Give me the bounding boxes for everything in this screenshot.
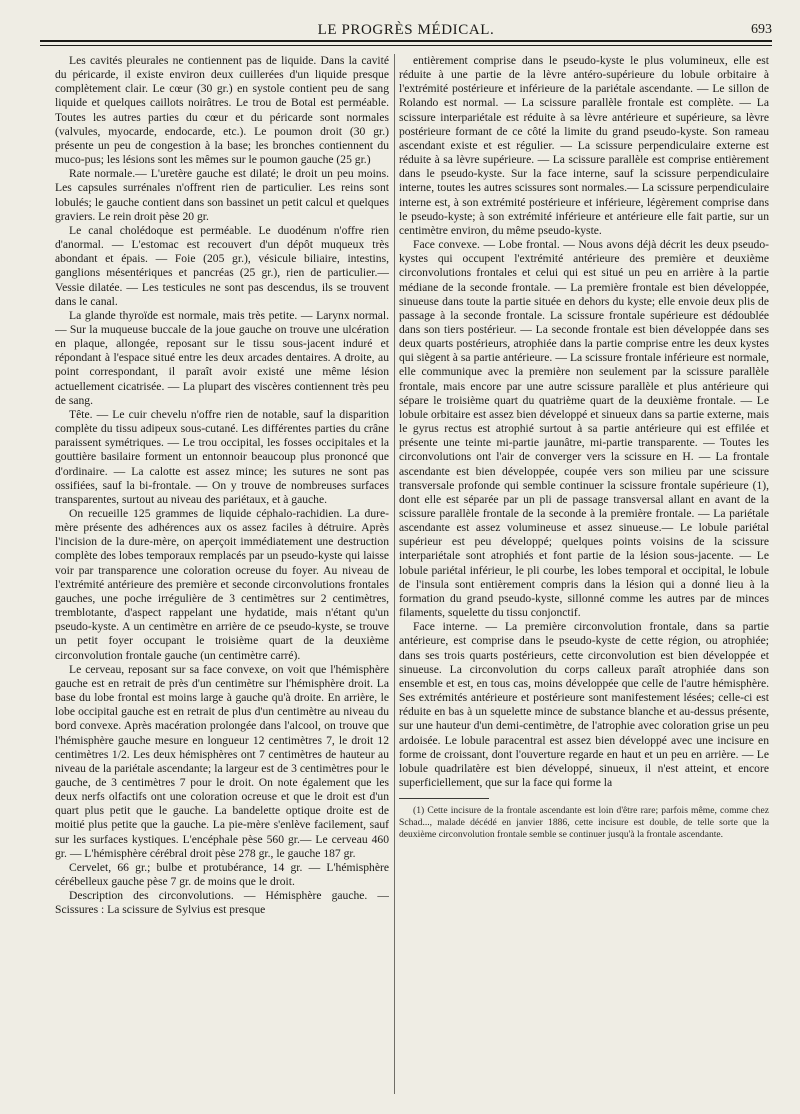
paragraph: Face interne. — La première circonvolution frontale, dans sa partie antérieure, est comprise dans le pseudo-kyste de cette région, ou atrophiée; dans ses trois quarts postérieurs, cette circonvolution est bien développée et sinueuse. La circonvolution du corps calleux paraît atrophiée dans son ensemble et est, en tous cas, moins développée que celle de l'autre hémisphère. Ses extrémités antérieure et postérieure sont manifestement lésées; celle-ci est réduite en bas à un squelette mince de substance blanche et au-dessus présente, sur une hauteur d'un demi-centimètre, de l'atrophie avec coloration grise un peu ardoisée. Le lobule paracentral est assez bien développé avec une incisure en forme de croissant, dont l'ouverture regarde en haut et un peu en arrière. — Le lobule quadrilatère est bien développé, sinueux, il n'est atteint, et encore superficiellement, que sur la face qui forme la (399, 620, 769, 789)
paragraph: Face convexe. — Lobe frontal. — Nous avons déjà décrit les deux pseudo-kystes qui occupent l'extrémité antérieure des première et deuxième circonvolutions frontales et celui qui est situé un peu en arrière à la partie médiane de la seconde frontale. — La première frontale est bien développée, sinueuse dans toute la partie située en dehors du kyste; elle envoie deux plis de passage à la seconde frontale. La scissure frontale supérieure est dédoublée dans son tiers postérieur. — La seconde frontale est bien développée dans ses deux quarts postérieurs, atrophiée dans la partie comprise entre les deux kystes qui siègent à sa partie antérieure. — La scissure frontale inférieure est normale, elle communique avec la première non seulement par la scissure parallèle frontale, mais encore par une autre scissure parallèle et plus antérieure qui sépare le troisième quart du quatrième quart de la deuxième frontale. — Le lobule orbitaire est assez bien développé et sinueux dans sa partie externe, mais le gyrus rectus est atrophié surtout à sa partie antérieure qui est effilée et présente une teinte mi-partie jaunâtre, mi-partie transparente. — Toutes les circonvolutions ont l'air de converger vers la scissure en H. — La frontale ascendante est bien développée, coupée vers son milieu par une scissure transversale profonde qui semble continuer la scissure frontale supérieure (1), dont elle est séparée par un pli de passage transversal allant en avant de la scissure parallèle frontale de la seconde à la première frontale. — La pariétale ascendante est assez volumineuse et assez sinueuse.— Le lobule pariétal supérieur est peu développé; quelques points voisins de la scissure interpariétale sont atrophiés et font partie de la lésion sous-jacente. — Le lobule pariétal inférieur, le pli courbe, les lobes temporal et occipital, le lobule de l'insula sont entièrement compris dans la lésion qui a donné lieu à la formation du grand pseudo-kyste, sillonné comme les autres par de minces filaments, squelette du tissu conjonctif. (399, 238, 769, 620)
paragraph: Le canal cholédoque est perméable. Le duodénum n'offre rien d'anormal. — L'estomac est recouvert d'un dépôt muqueux très abondant et épais. — Foie (205 gr.), vésicule biliaire, intestins, ganglions mésentériques et pancréas (25 gr.), rien de particulier.— Vessie dilatée. — Les testicules ne sont pas descendus, ils se trouvent dans le canal. (55, 223, 389, 308)
running-header (40, 18, 772, 40)
footnote-rule (399, 798, 489, 799)
paragraph: Cervelet, 66 gr.; bulbe et protubérance, 14 gr. — L'hémisphère cérébelleux gauche pèse 7 gr. de moins que le droit. (55, 860, 389, 889)
paragraph: entièrement comprise dans le pseudo-kyste le plus volumineux, elle est réduite à une partie de la lèvre antéro-supérieure du lobule orbitaire à l'extrémité postérieure et inférieure de la pariétale ascendante. — Le sillon de Rolando est normal. — La scissure parallèle frontale est complète. — La scissure interpariétale est réduite à sa lèvre antérieure et supérieure, sa lèvre postérieure formant de ce côté la limite du grand pseudo-kyste. Son rameau ascendant existe et est régulier. — La scissure perpendiculaire externe est réduite à sa lèvre supérieure. — La scissure parallèle est comprise entièrement dans le pseudo-kyste. Sur la face interne, sauf la scissure perpendiculaire interne, toutes les autres scissures sont normales.— La scissure perpendiculaire interne est, à son extrémité postérieure et inférieure, légèrement comprise dans le pseudo-kyste; à son extrémité inférieure et antérieure elle fait partie, sur un centimètre environ, du même pseudo-kyste. (399, 54, 769, 237)
page-number: 693 (751, 22, 772, 37)
paragraph: On recueille 125 grammes de liquide céphalo-rachidien. La dure-mère présente des adhérences aux os assez faciles à détruire. Après l'incision de la dure-mère, on aperçoit immédiatement une destruction complète des lobes temporaux remplacés par un pseudo-kyste qui laisse voir par transparence une coloration ocreuse du foyer. Au niveau de l'extrémité antérieure des première et seconde circonvolutions frontales gauches, une poche irrégulière de 3 centimètres sur 2 centimètres, tremblotante, d'aspect rappelant une hydatide, mais n'étant qu'un pseudo-kyste. A un centimètre en arrière de ce pseudo-kyste, se trouve un petit foyer occupant le troisième quart de la deuxième circonvolution frontale gauche (un centimètre carré). (55, 507, 389, 662)
paragraph: Rate normale.— L'uretère gauche est dilaté; le droit un peu moins. Les capsules surrénales n'offrent rien de particulier. Les reins sont lobulés; le gauche contient dans son bassinet un petit calcul et quelques graviers. Le rein droit pèse 20 gr. (55, 167, 389, 223)
paragraph: La glande thyroïde est normale, mais très petite. — Larynx normal. — Sur la muqueuse buccale de la joue gauche on trouve une ulcération en plaque, allongée, reposant sur le tissu sous-jacent induré et répondant à l'espace situé entre les deux arcades dentaires. A droite, au point correspondant, il paraît avoir existé une même lésion actuellement cicatrisée. — La plupart des viscères contiennent très peu de sang. (55, 308, 389, 407)
header-rule-thick (40, 40, 772, 42)
column-divider (394, 54, 395, 1094)
left-column (55, 54, 389, 1094)
paragraph: Le cerveau, reposant sur sa face convexe, on voit que l'hémisphère gauche est en retrait de près d'un centimètre sur l'hémisphère droit. La base du lobe frontal est moins large à gauche qu'à droite. En arrière, le lobe occipital gauche est en retrait de plus d'un centimètre au niveau du bord convexe. Après macération prolongée dans l'alcool, on trouve que l'hémisphère gauche mesure en longueur 12 centimètres 7, le droit 12 centimètres 1/2. Les deux hémisphères ont 7 centimètres de hauteur au niveau de la pariétale ascendante; la largeur est de 3 centimètres pour le gauche, de 3 centimètres 7 pour le droit. On note également que les deux nerfs olfactifs ont une coloration ocreuse et que le droit est d'un quart plus petit que le gauche. La bandelette optique droite est de moitié plus petite que la gauche. La pie-mère s'enlève facilement, sauf sur les surfaces kystiques. L'encéphale pèse 560 gr.— Le cerveau 460 gr. — L'hémisphère cérébral droit pèse 278 gr., le gauche 187 gr. (55, 662, 389, 860)
paragraph: Les cavités pleurales ne contiennent pas de liquide. Dans la cavité du péricarde, il existe environ deux cuillerées d'un liquide presque complètement clair. Le cœur (30 gr.) en systole contient peu de sang liquide et quelques caillots noirâtres. Le trou de Botal est perméable. Toutes les autres parties du cœur et du péricarde sont normales (valvules, myocarde, endocarde, etc.). Le poumon droit (30 gr.) présente un peu de congestion à la base; les bronches contiennent du muco-pus; les lésions sont les mêmes sur le poumon gauche (25 gr.) (55, 54, 389, 167)
footnote: (1) Cette incisure de la frontale ascendante est loin d'être rare; parfois même, comme chez Schad..., malade décédé en janvier 1886, cette incisure est double, de telle sorte que la deuxième circonvolution frontale semble se continuer jusqu'à la frontale ascendante. (399, 805, 769, 840)
header-rule-thin (40, 45, 772, 46)
paragraph: Description des circonvolutions. — Hémisphère gauche. — Scissures : La scissure de Sylvius est presque (55, 889, 389, 917)
paragraph: Tête. — Le cuir chevelu n'offre rien de notable, sauf la disparition complète du tissu adipeux sous-cutané. Les différentes parties du crâne paraissent symétriques. — Le trou occipital, les fosses occipitales et la gouttière basilaire forment un entonnoir beaucoup plus prononcé que d'ordinaire. — La calotte est assez mince; les sutures ne sont pas ossifiées, sauf la bi-frontale. — On y trouve de nombreuses surfaces transparentes, surtout au niveau des pariétaux, et à gauche. (55, 407, 389, 506)
right-column (399, 54, 769, 1094)
running-title: LE PROGRÈS MÉDICAL. (317, 22, 495, 38)
